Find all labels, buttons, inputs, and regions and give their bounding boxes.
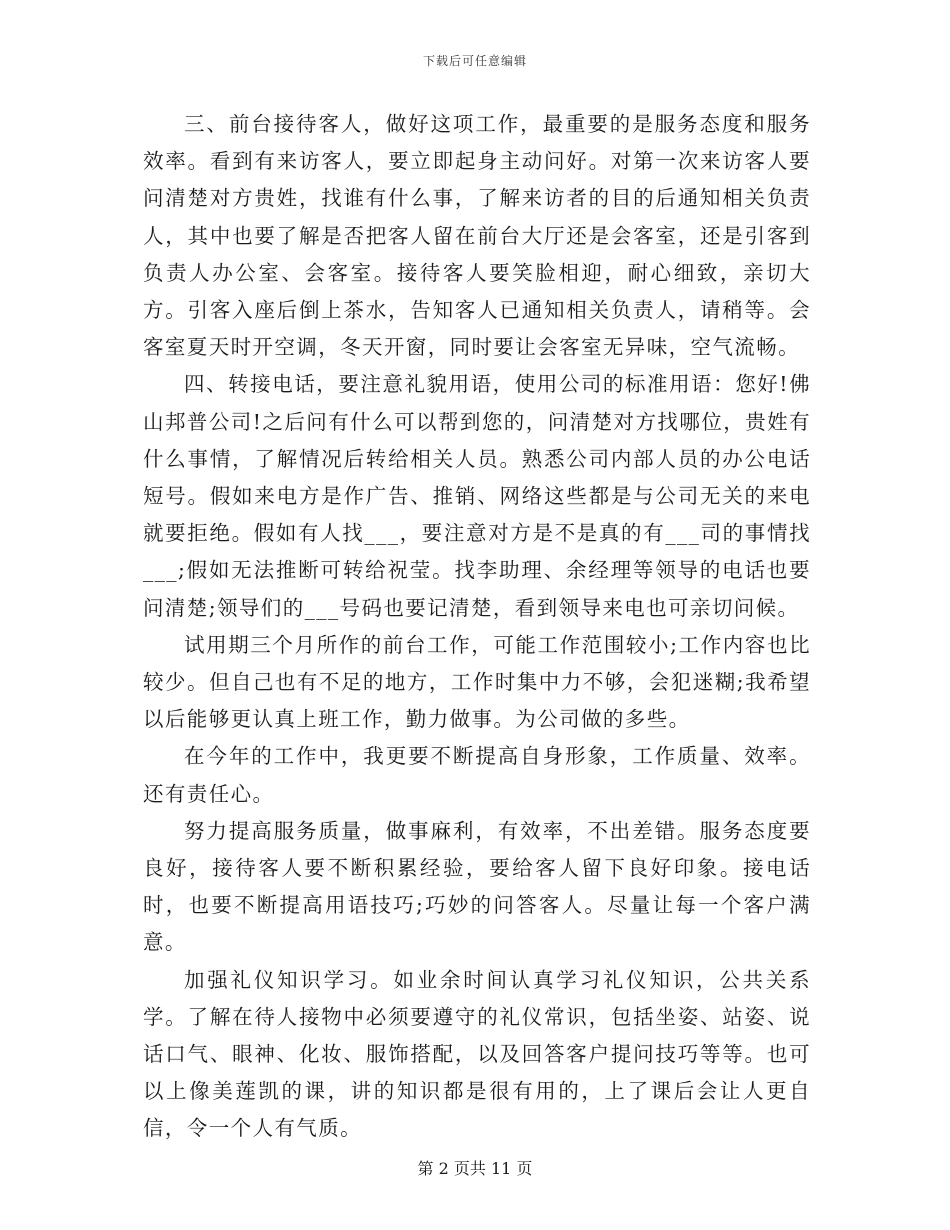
paragraph-reception: 三、前台接待客人，做好这项工作，最重要的是服务态度和服务效率。看到有来访客人，要立即起身主动问好。对第一次来访客人要问清楚对方贵姓，找谁有什么事，了解来访者的目的后通知相关负责人，其中也要了解是否把客人留在前台大厅还是会客室，还是引客到负责人办公室、会客室。接待客人要笑脸相迎，耐心细致，亲切大方。引客入座后倒上茶水，告知客人已通知相关负责人，请稍等。会客室夏天时开空调，冬天开窗，同时要让会客室无异味，空气流畅。 (143, 112, 811, 360)
page-number: 第 2 页共 11 页 (417, 1159, 533, 1178)
paragraph-phone-transfer: 四、转接电话，要注意礼貌用语，使用公司的标准用语：您好!佛山邦普公司!之后问有什么可以帮到您的，问清楚对方找哪位，贵姓有什么事情，了解情况后转给相关人员。熟悉公司内部人员的办公电话短号。假如来电方是作广告、推销、网络这些都是与公司无关的来电就要拒绝。假如有人找___，要注意对方是不是真的有___司的事情找___;假如无法推断可转给祝莹。找李助理、余经理等领导的电话也要问清楚;领导们的___号码也要记清楚，看到领导来电也可亲切问候。 (143, 372, 811, 620)
paragraph-this-year-goal: 在今年的工作中，我更要不断提高自身形象，工作质量、效率。还有责任心。 (143, 744, 811, 806)
paragraph-service-quality: 努力提高服务质量，做事麻利，有效率，不出差错。服务态度要良好，接待客人要不断积累经验，要给客人留下良好印象。接电话时，也要不断提高用语技巧;巧妙的问答客人。尽量让每一个客户满意。 (143, 818, 811, 955)
document-body (143, 106, 811, 1148)
paragraph-etiquette-study: 加强礼仪知识学习。如业余时间认真学习礼仪知识，公共关系学。了解在待人接物中必须要遵守的礼仪常识，包括坐姿、站姿、说话口气、眼神、化妆、服饰搭配，以及回答客户提问技巧等等。也可以上像美莲凯的课，讲的知识都是很有用的，上了课后会让人更自信，令一个人有气质。 (143, 967, 811, 1141)
paragraph-probation-summary: 试用期三个月所作的前台工作，可能工作范围较小;工作内容也比较少。但自己也有不足的地方，工作时集中力不够，会犯迷糊;我希望以后能够更认真上班工作，勤力做事。为公司做的多些。 (143, 632, 811, 732)
page-header: 下载后可任意编辑 (422, 54, 527, 68)
